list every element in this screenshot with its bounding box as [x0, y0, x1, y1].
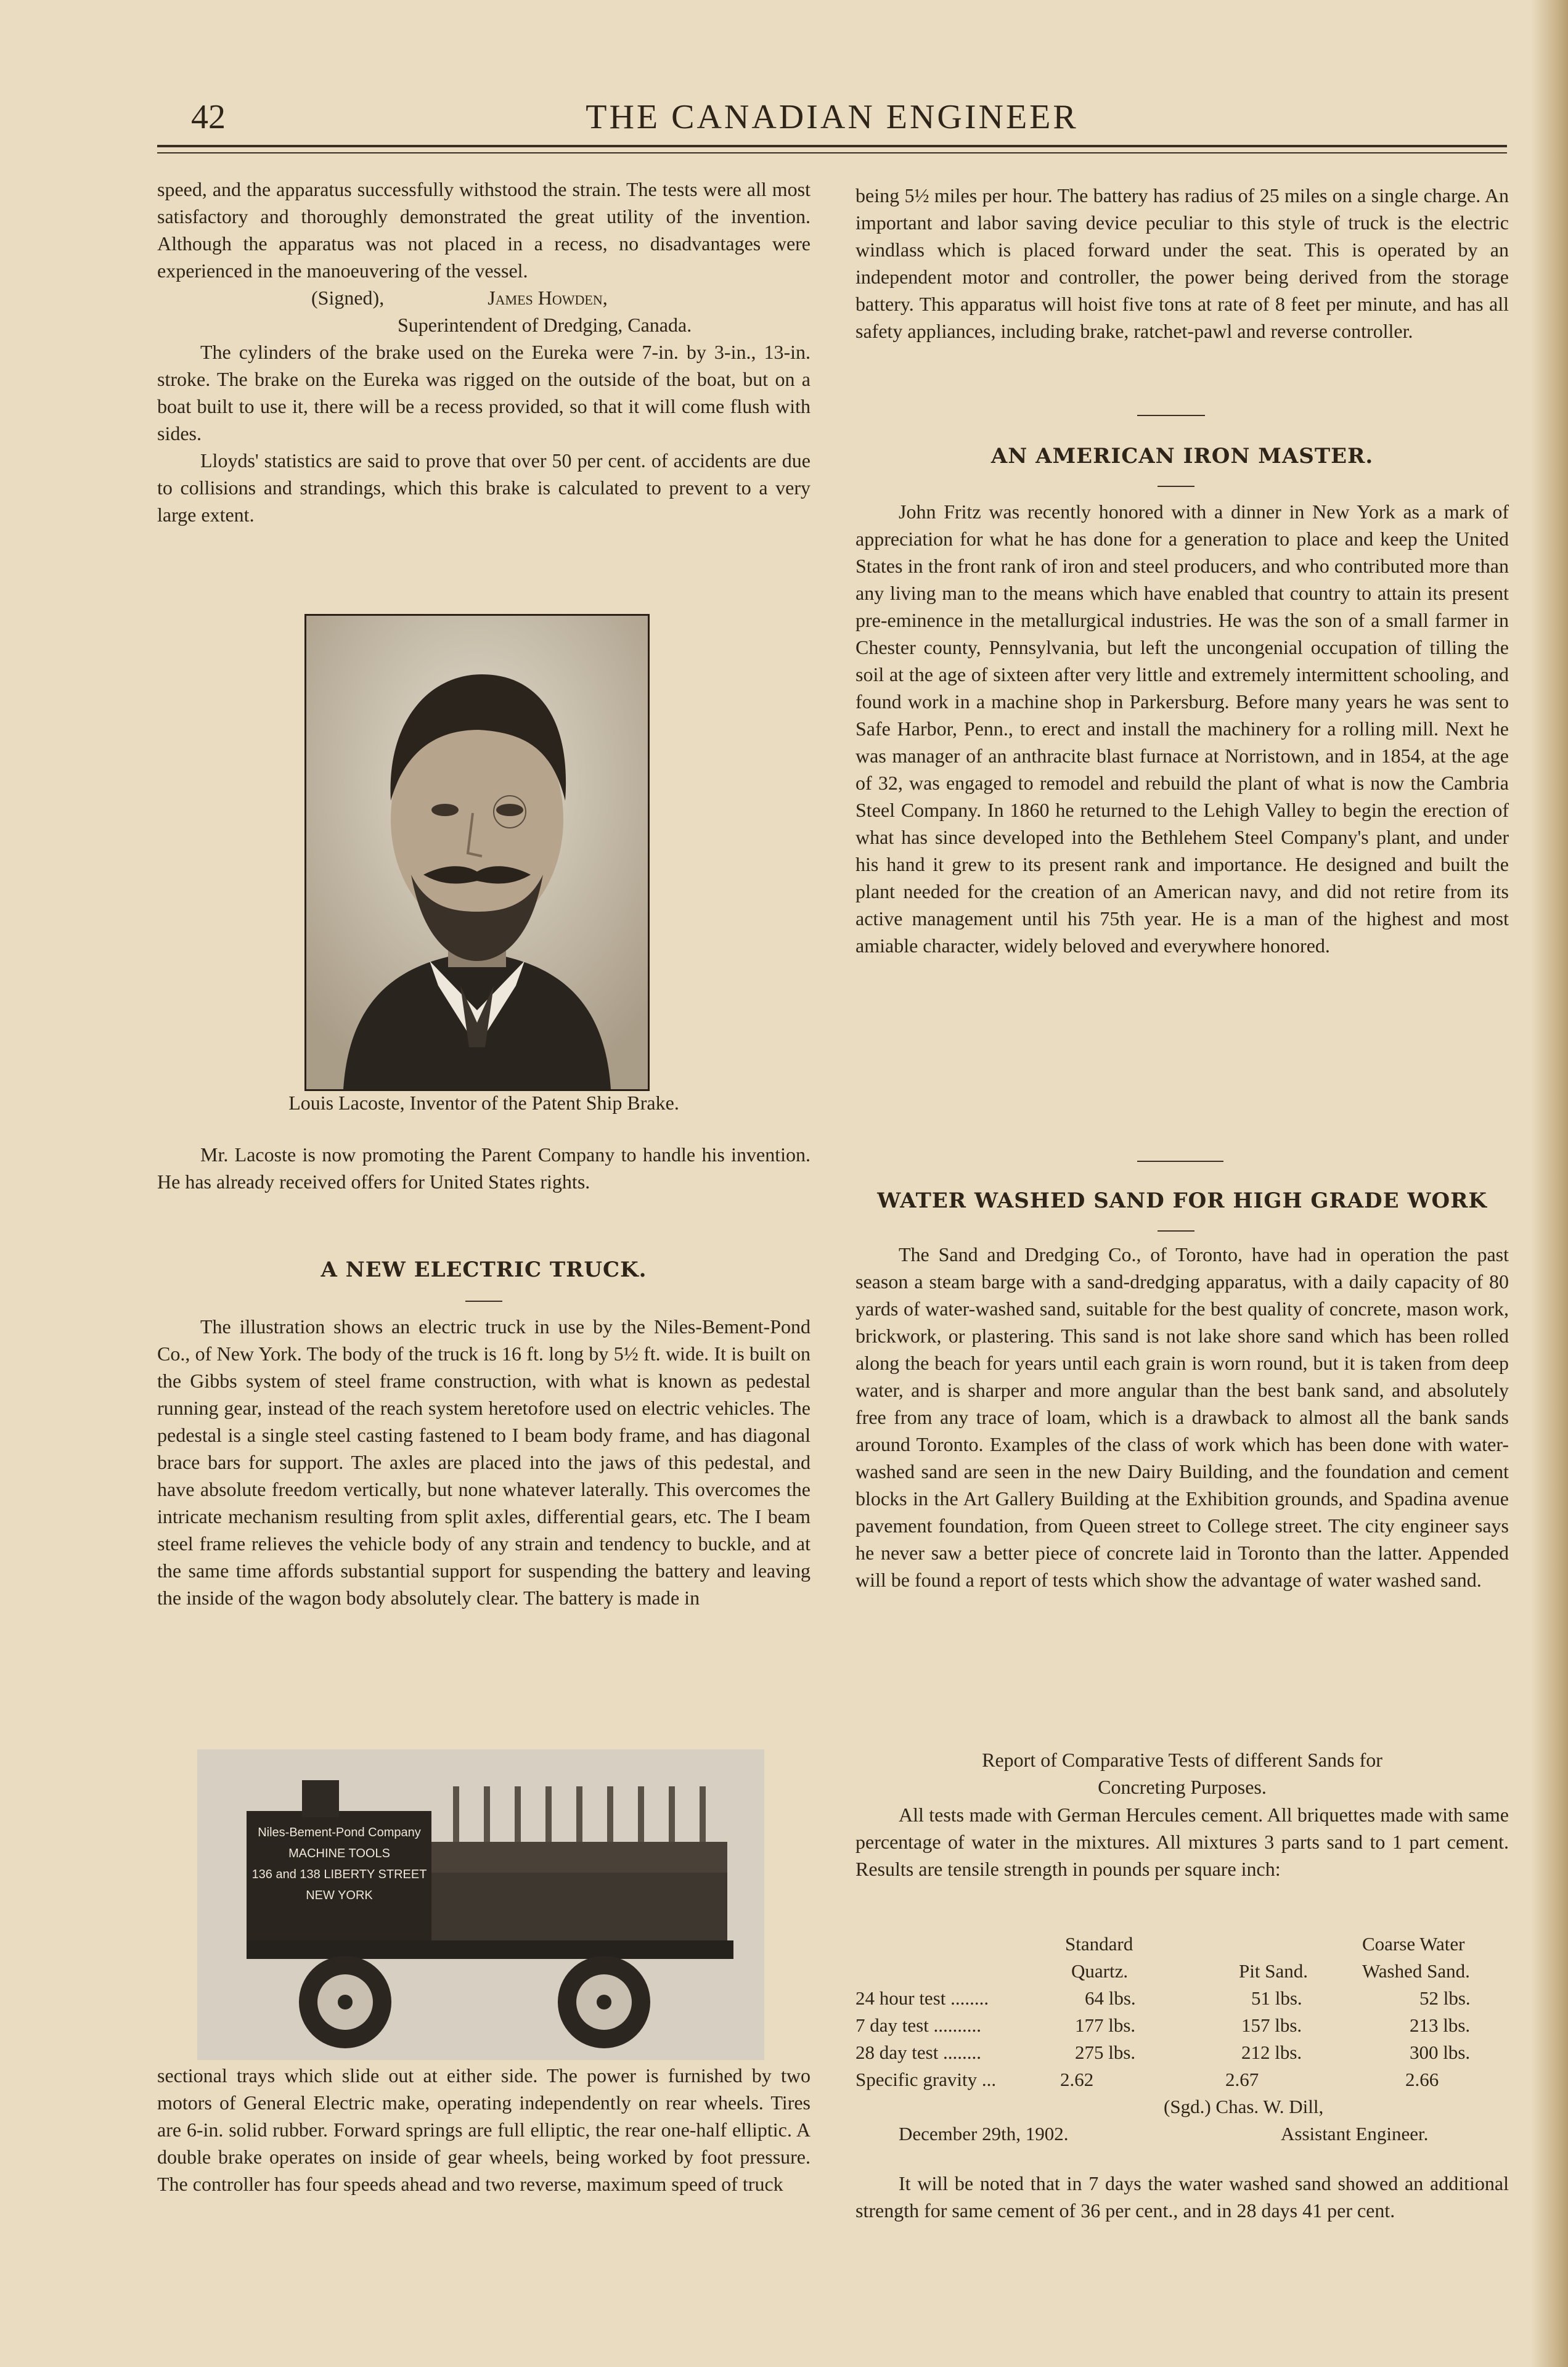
cell-standard: 64 lbs. [1085, 1987, 1136, 2009]
truck-paragraph-1: The illustration shows an electric truck in use by the Niles-Bement-Pond Co., of New York. The body of the truck is 16 ft. long by 5½ ft. wide. It is built on the Gibbs system of steel frame construction, with what is known as pedestal running gear, instead of the reach system heretofore used on electric vehicles. The pedestal is a single steel casting fastened to I beam body frame, and has diagonal brace bars for support. The axles are placed into the jaws of this pedestal, and have absolute freedom vertically, but none whatever laterally. This overcomes the intricate mechanism resulting from split axles, differential gears, etc. The I beam steel frame relieves the vehicle body of any strain and tendency to buckle, and at the same time affords substantial support for suspending the battery and leaving the inside of the wagon body absolutely clear. The battery is made in [157, 1315, 811, 1609]
page-edge-shadow [1531, 0, 1568, 2367]
date-row [855, 2120, 1509, 2148]
cell-washed: 52 lbs. [1419, 1987, 1471, 2009]
water-washed-sand-heading: WATER WASHED SAND FOR HIGH GRADE WORK [877, 1188, 1487, 1213]
report-intro-block [855, 1801, 1509, 1883]
cell-standard: 275 lbs. [1075, 2042, 1136, 2063]
lacoste-paragraph: Mr. Lacoste is now promoting the Parent Company to handle his invention. He has already received offers for United States rights. [157, 1143, 811, 1193]
cell-washed: 300 lbs. [1410, 2042, 1471, 2063]
truck-sign-tools: MACHINE TOOLS [288, 1847, 390, 1860]
cell-standard: 177 lbs. [1075, 2014, 1136, 2036]
report-date: December 29th, 1902. [899, 2123, 1069, 2144]
header-rule-thin [157, 152, 1507, 153]
signature-line [157, 284, 811, 311]
left-column-top [157, 176, 811, 528]
electric-truck-photo [197, 1749, 764, 2060]
cell-pit: 51 lbs. [1251, 1987, 1302, 2009]
truck-sign-city: NEW YORK [306, 1889, 373, 1902]
header-rule-thick [157, 145, 1507, 147]
sand-test-table [855, 1931, 1509, 2148]
brake-test-paragraph: speed, and the apparatus successfully withstood the strain. The tests were all most satisfactory and thoroughly demonstrated the great utility of the invention. Although the apparatus was not placed in a recess, no disadvantages were experienced in the manoeuvering of the vessel. [157, 178, 811, 282]
table-header-row-2 [855, 1958, 1509, 1985]
col-header-quartz: Quartz. [1071, 1960, 1129, 1982]
report-title-line-1: Report of Comparative Tests of different Sands for [982, 1749, 1382, 1771]
truck-sign [251, 1822, 427, 1906]
cell-pit: 157 lbs. [1241, 2014, 1302, 2036]
col-header-pit: Pit Sand. [1239, 1960, 1308, 1982]
col-header-standard: Standard [1065, 1933, 1133, 1955]
truck-sign-street: 136 and 138 LIBERTY STREET [251, 1868, 427, 1881]
row-label: 24 hour test ........ [855, 1987, 989, 2009]
report-intro: All tests made with German Hercules cement. All briquettes made with same percentage of water in the mixtures. All mixtures 3 parts sand to 1 part cement. Results are tensile strength in pounds per square inch: [855, 1804, 1509, 1880]
table-row [855, 2012, 1509, 2039]
iron-master-block [855, 498, 1509, 959]
table-row [855, 1985, 1509, 2012]
page-number: 42 [191, 98, 226, 136]
lloyds-paragraph: Lloyds' statistics are said to prove that over 50 per cent. of accidents are due to collisions and strandings, which this brake is calculated to prevent to a very large extent. [157, 449, 811, 526]
truck-paragraph-2: sectional trays which slide out at either side. The power is furnished by two motors of General Electric make, operating independently on rear wheels. Tires are 6-in. solid rubber. Forward springs are full elliptic, the rear one-half elliptic. A double brake operates on inside of gear wheels, being worked by foot pressure. The controller has four speeds ahead and two reverse, maximum speed of truck [157, 2064, 811, 2195]
col-header-coarse: Coarse Water [1362, 1933, 1465, 1955]
section-divider [1137, 1161, 1223, 1162]
signed-by: (Sgd.) Chas. W. Dill, [1164, 2096, 1324, 2117]
table-row [855, 2039, 1509, 2066]
signed-label: (Signed), [311, 287, 385, 309]
signer-title: Assistant Engineer. [1281, 2123, 1429, 2144]
closing-paragraph: It will be noted that in 7 days the water washed sand showed an additional strength for same cement of 36 per cent., and in 28 days 41 per cent. [855, 2172, 1509, 2222]
signer-title: Superintendent of Dredging, Canada. [398, 314, 692, 336]
report-title [855, 1746, 1509, 1801]
portrait-photo [304, 614, 650, 1091]
sand-block [855, 1241, 1509, 1593]
cell-washed: 213 lbs. [1410, 2014, 1471, 2036]
signature-row [855, 2093, 1509, 2120]
iron-master-heading: AN AMERICAN IRON MASTER. [990, 444, 1374, 468]
journal-title: THE CANADIAN ENGINEER [586, 98, 1079, 136]
portrait-caption: Louis Lacoste, Inventor of the Patent Ship Brake. [288, 1092, 679, 1114]
row-label: 7 day test .......... [855, 2014, 982, 2036]
signer-name: James Howden, [488, 287, 608, 309]
closing-block [855, 2170, 1509, 2224]
heading-divider [465, 1301, 502, 1302]
electric-truck-heading: A NEW ELECTRIC TRUCK. [321, 1257, 647, 1282]
truck-paragraph-1-block [157, 1313, 811, 1611]
row-label: Specific gravity ... [855, 2069, 997, 2090]
cell-pit: 2.67 [1225, 2069, 1259, 2090]
lacoste-paragraph-block [157, 1141, 811, 1195]
section-divider [1137, 415, 1205, 416]
truck-paragraph-2-block [157, 2062, 811, 2197]
cell-pit: 212 lbs. [1241, 2042, 1302, 2063]
heading-divider [1158, 1230, 1194, 1232]
cylinders-paragraph: The cylinders of the brake used on the Eureka were 7-in. by 3-in., 13-in. stroke. The brake on the Eureka was rigged on the outside of the boat, but on a boat built to use it, there will be a recess provided, so that it will come flush with sides. [157, 341, 811, 444]
col-header-washed: Washed Sand. [1362, 1960, 1470, 1982]
heading-divider [1158, 486, 1194, 487]
sand-paragraph: The Sand and Dredging Co., of Toronto, have had in operation the past season a steam barge with a sand-dredging apparatus, with a daily capacity of 80 yards of water-washed sand, suitable for the best quality of concrete, mason work, brickwork, or plastering. This sand is not lake shore sand which has been rolled along the beach for years until each grain is worn round, but it is taken from deep water, and is sharper and more angular than the best bank sand, and absolutely free from any trace of loam, which is a drawback to almost all the bank sands around Toronto. Examples of the class of work which has been done with water-washed sand are seen in the new Dairy Building, and the foundation and cement blocks in the Art Gallery Building at the Exhibition grounds, and Spadina avenue pavement foundation, from Queen street to College street. The city engineer says he never saw a better piece of concrete laid in Toronto than the latter. Appended will be found a report of tests which show the advantage of water washed sand. [855, 1243, 1509, 1591]
portrait-illustration [306, 616, 648, 1089]
truck-sign-company: Niles-Bement-Pond Company [258, 1826, 421, 1839]
cell-standard: 2.62 [1060, 2069, 1094, 2090]
cell-washed: 2.66 [1405, 2069, 1439, 2090]
iron-master-paragraph: John Fritz was recently honored with a dinner in New York as a mark of appreciation for what he has done for a generation to place and keep the United States in the front rank of iron and steel producers, and who contributed more than any living man to the means which have enabled that country to attain its present pre-eminence in the metallurgical industries. He was the son of a small farmer in Chester county, Pennsylvania, but left the uncongenial occupation of tilling the soil at the age of sixteen after very little and extremely intermittent schooling, and found work in a machine shop in Parkersburg. Before many years he was sent to Safe Harbor, Penn., to erect and install the machinery for a rolling mill. Next he was manager of an anthracite blast furnace at Norristown, and in 1854, at the age of 32, was engaged to remodel and rebuild the plant of what is now the Cambria Steel Company. In 1860 he returned to the Lehigh Valley to begin the erection of what has since developed into the Bethlehem Steel Company's plant, and under his hand it grew to its present rank and importance. He designed and built the plant needed for the creation of an American navy, and did not retire from its active management until his 75th year. He is a man of the highest and most amiable character, widely beloved and everywhere honored. [855, 501, 1509, 957]
row-label: 28 day test ........ [855, 2042, 982, 2063]
table-row [855, 2066, 1509, 2093]
report-title-line-2: Concreting Purposes. [1098, 1776, 1267, 1798]
table-header-row-1 [855, 1931, 1509, 1958]
truck-continuation-paragraph: being 5½ miles per hour. The battery has radius of 25 miles on a single charge. An important and labor saving device peculiar to this style of truck is the electric windlass which is placed forward under the seat. This is operated by an independent motor and controller, the power being derived from the storage battery. This apparatus will hoist five tons at rate of 8 feet per minute, and has all safety appliances, including brake, ratchet-pawl and reverse controller. [855, 184, 1509, 342]
right-column-top [855, 182, 1509, 345]
